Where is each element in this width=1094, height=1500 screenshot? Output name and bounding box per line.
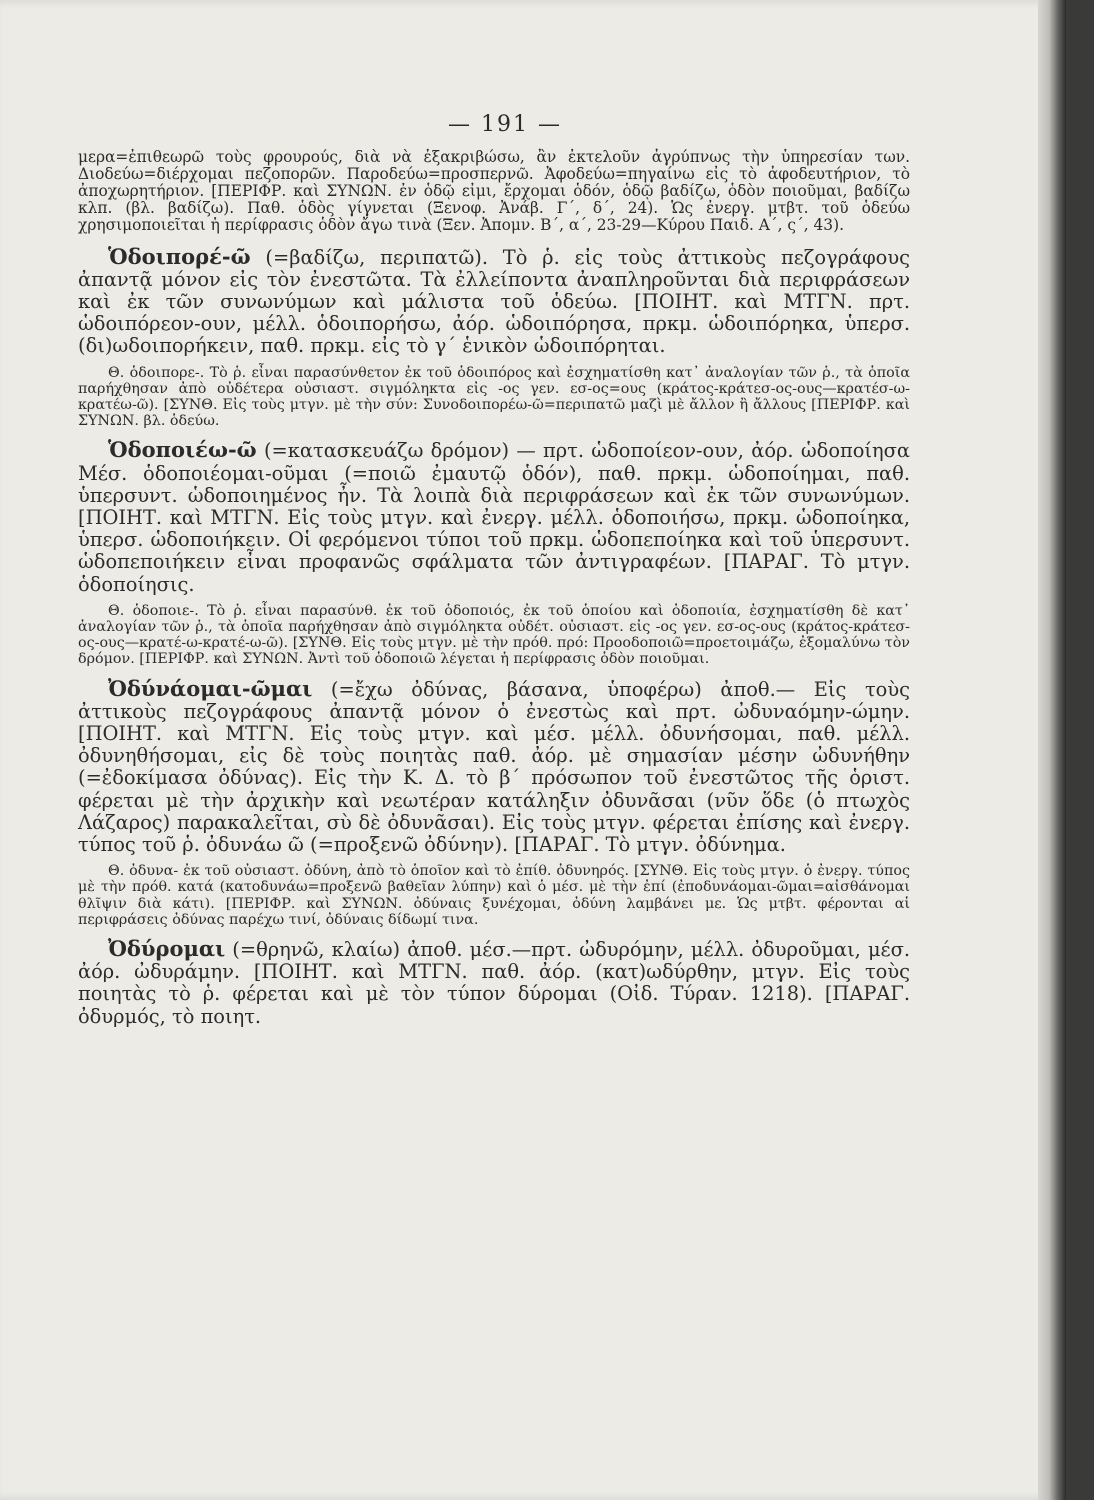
entry-odyromai [78,938,910,1028]
entry-note: Θ. ὀδυνα- ἐκ τοῦ οὐσιαστ. ὀδύνη, ἀπὸ τὸ ὁποῖον καὶ τὸ ἐπίθ. ὀδυνηρός. [ΣΥΝΘ. Εἰς τοὺς μτγν. ὁ ἐνεργ. τύπος μὲ τὴν πρόθ. κατά (κατοδυνάω=προξενῶ βαθεῖαν λύπην) καὶ ὁ μέσ. μὲ τὴν ἐπί (ἐποδυνάομαι-ῶμαι=αἰσθάνομαι θλῖψιν διὰ κάτι). [ΠΕΡΙΦΡ. καὶ ΣΥΝΩΝ. ὀδύναις ξυνέχομαι, ὀδύνη λαμβάνει με. Ὡς μτβτ. φέρονται αἱ περιφράσεις ὀδύνας παρέχω τινί, ὀδύναις δίδωμί τινα. [78,863,910,928]
intro-paragraph [78,149,910,234]
entry-headword: Ὁδοιπορέ-ῶ [108,243,251,269]
page-number: — 191 — [448,112,562,137]
entry-body [78,938,910,1028]
entry-headword: Ὁδοποιέω-ῶ [108,437,257,463]
entry-body [78,439,910,595]
entry-note: Θ. ὁδοποιε-. Τὸ ῥ. εἶναι παρασύνθ. ἐκ τοῦ ὁδοποιός, ἐκ τοῦ ὁποίου καὶ ὁδοποιία, ἐσχηματίσθη δὲ κατ᾽ ἀναλογίαν τῶν ῥ., τὰ ὁποῖα παρήχθησαν ἀπὸ σιγμόληκτα οὐδέτ. οὐσιαστ. εἰς -ος γεν. εσ-ος-ους (κράτος-κράτεσ-ος-ους—κρατέ-ω-κρατέ-ω-ῶ). [ΣΥΝΘ. Εἰς τοὺς μτγν. μὲ τὴν πρόθ. πρό: Προοδοποιῶ=προετοιμάζω, ἐξομαλύνω τὸν δρόμον. [ΠΕΡΙΦΡ. καὶ ΣΥΝΩΝ. Ἀντὶ τοῦ ὁδοποιῶ λέγεται ἡ περίφρασις ὁδὸν ποιοῦμαι. [78,602,910,668]
entry-text: (=ἔχω ὀδύνας, βάσανα, ὑποφέρω) ἀποθ.— Εἰς τοὺς ἀττικοὺς πεζογράφους ἀπαντᾷ μόνον ὁ ἐνεστὼς καὶ πρτ. ὠδυναόμην-ώμην. [ΠΟΙΗΤ. καὶ ΜΤΓΝ. Εἰς τοὺς μτγν. καὶ μέσ. μέλλ. ὀδυνήσομαι, παθ. μέλλ. ὀδυνηθήσομαι, εἰς δὲ τοὺς ποιητὰς παθ. ἀόρ. μὲ σημασίαν μέσην ὠδυνήθην (=ἐδοκίμασα ὀδύνας). Εἰς τὴν Κ. Δ. τὸ β΄ πρόσωπον τοῦ ἐνεστῶτος τῆς ὁριστ. φέρεται μὲ τὴν ἀρχικὴν καὶ νεωτέραν κατάληξιν ὀδυνᾶσαι (νῦν ὅδε (ὁ πτωχὸς Λάζαρος) παρακαλεῖται, σὺ δὲ ὀδυνᾶσαι). Εἰς τοὺς μτγν. φέρεται ἐπίσης καὶ ἐνεργ. τύπος τοῦ ῥ. ὀδυνάω ῶ (=προξενῶ ὀδύνην). [ΠΑΡΑΓ. Τὸ μτγν. ὀδύνημα. [78,677,910,857]
intro-text: μερα=ἐπιθεωρῶ τοὺς φρουρούς, διὰ νὰ ἐξακριβώσω, ἂν ἐκτελοῦν ἀγρύπνως τὴν ὑπηρεσίαν των. Διοδεύω=διέρχομαι πεζοπορῶν. Παροδεύω=προσπερνῶ. Ἀφοδεύω=πηγαίνω εἰς τὸ ἀφοδευτήριον, τὸ ἀποχωρητήριον. [ΠΕΡΙΦΡ. καὶ ΣΥΝΩΝ. ἐν ὁδῷ εἰμι, ἔρχομαι ὁδόν, ὁδῷ βαδίζω, ὁδὸν ποιοῦμαι, βαδίζω κλπ. (βλ. βαδίζω). Παθ. ὁδὸς γίγνεται (Ξενοφ. Ἀνάβ. Γ΄, δ΄, 24). Ὡς ἐνεργ. μτβτ. τοῦ ὁδεύω χρησιμοποιεῖται ἡ περίφρασις ὁδὸν ἄγω τινὰ (Ξεν. Ἀπομν. Β΄, α΄, 23-29—Κύρου Παιδ. Α΄, ς΄, 43). [78,148,910,234]
entry-body [78,243,910,358]
entry-body [78,675,910,857]
entry-note: Θ. ὁδοιπορε-. Τὸ ῥ. εἶναι παρασύνθετον ἐκ τοῦ ὁδοιπόρος καὶ ἐσχηματίσθη κατ᾽ ἀναλογίαν τῶν ῥ., τὰ ὁποῖα παρήχθησαν ἀπὸ οὐδέτερα οὐσιαστ. σιγμόληκτα εἰς -ος γεν. εσ-ος=ους (κράτος-κράτεσ-ος-ους—κρατέσ-ω-κρατέω-ῶ). [ΣΥΝΘ. Εἰς τοὺς μτγν. μὲ τὴν σύν: Συνοδοιπορέω-ῶ=περιπατῶ μαζὶ μὲ ἄλλον ἢ ἄλλους [ΠΕΡΙΦΡ. καὶ ΣΥΝΩΝ. βλ. ὁδεύω. [78,364,910,430]
entry-odopoieo [78,439,910,667]
entry-text: (=βαδίζω, περιπατῶ). Τὸ ῥ. εἰς τοὺς ἀττικοὺς πεζογράφους ἀπαντᾷ μόνον εἰς τὸν ἐνεστῶτα. Τὰ ἐλλείποντα ἀναπληροῦνται διὰ περιφράσεων καὶ ἐκ τῶν συνωνύμων καὶ μάλιστα τοῦ ὁδεύω. [ΠΟΙΗΤ. καὶ ΜΤΓΝ. πρτ. ὡδοιπόρεον-ουν, μέλλ. ὁδοιπορήσω, ἀόρ. ὡδοιπόρησα, πρκμ. ὡδοιπόρηκα, ὑπερσ. (δι)ωδοιπορήκειν, παθ. πρκμ. εἰς τὸ γ΄ ἑνικὸν ὡδοιπόρηται. [78,245,910,358]
page-content [78,112,910,1028]
entry-headword: Ὀδύνάομαι-ῶμαι [108,675,313,701]
entry-text: (=θρηνῶ, κλαίω) ἀποθ. μέσ.—πρτ. ὠδυρόμην, μέλλ. ὀδυροῦμαι, μέσ. ἀόρ. ὠδυράμην. [ΠΟΙΗΤ. καὶ ΜΤΓΝ. παθ. ἀόρ. (κατ)ωδύρθην, μτγν. Εἰς τοὺς ποιητὰς τὸ ῥ. φέρεται καὶ μὲ τὸν τύπον δύρομαι (Οἰδ. Τύραν. 1218). [ΠΑΡΑΓ. ὀδυρμός, τὸ ποιητ. [78,938,910,1028]
entry-text: (=κατασκευάζω δρόμον) — πρτ. ὡδοποίεον-ουν, ἀόρ. ὡδοποίησα Μέσ. ὁδοποιέομαι-οῦμαι (=ποιῶ ἐμαυτῷ ὁδόν), παθ. πρκμ. ὡδοποίημαι, παθ. ὑπερσυντ. ὡδοποιημένος ἦν. Τὰ λοιπὰ διὰ περιφράσεων καὶ ἐκ τῶν συνωνύμων. [ΠΟΙΗΤ. καὶ ΜΤΓΝ. Εἰς τοὺς μτγν. καὶ ἐνεργ. μέλλ. ὁδοποιήσω, πρκμ. ὡδοποίηκα, ὑπερσ. ὡδοποιήκειν. Οἱ φερόμενοι τύποι τοῦ πρκμ. ὡδοπεποίηκα καὶ τοῦ ὑπερσυντ. ὡδοπεποιήκειν εἶναι προφανῶς σφάλματα τῶν ἀντιγραφέων. [ΠΑΡΑΓ. Τὸ μτγν. ὁδοποίησις. [78,439,910,596]
entry-odynaomai [78,675,910,928]
page-edge-shadow [1038,0,1066,1500]
entry-odoiporeo [78,243,910,430]
entry-headword: Ὀδύρομαι [108,936,226,962]
